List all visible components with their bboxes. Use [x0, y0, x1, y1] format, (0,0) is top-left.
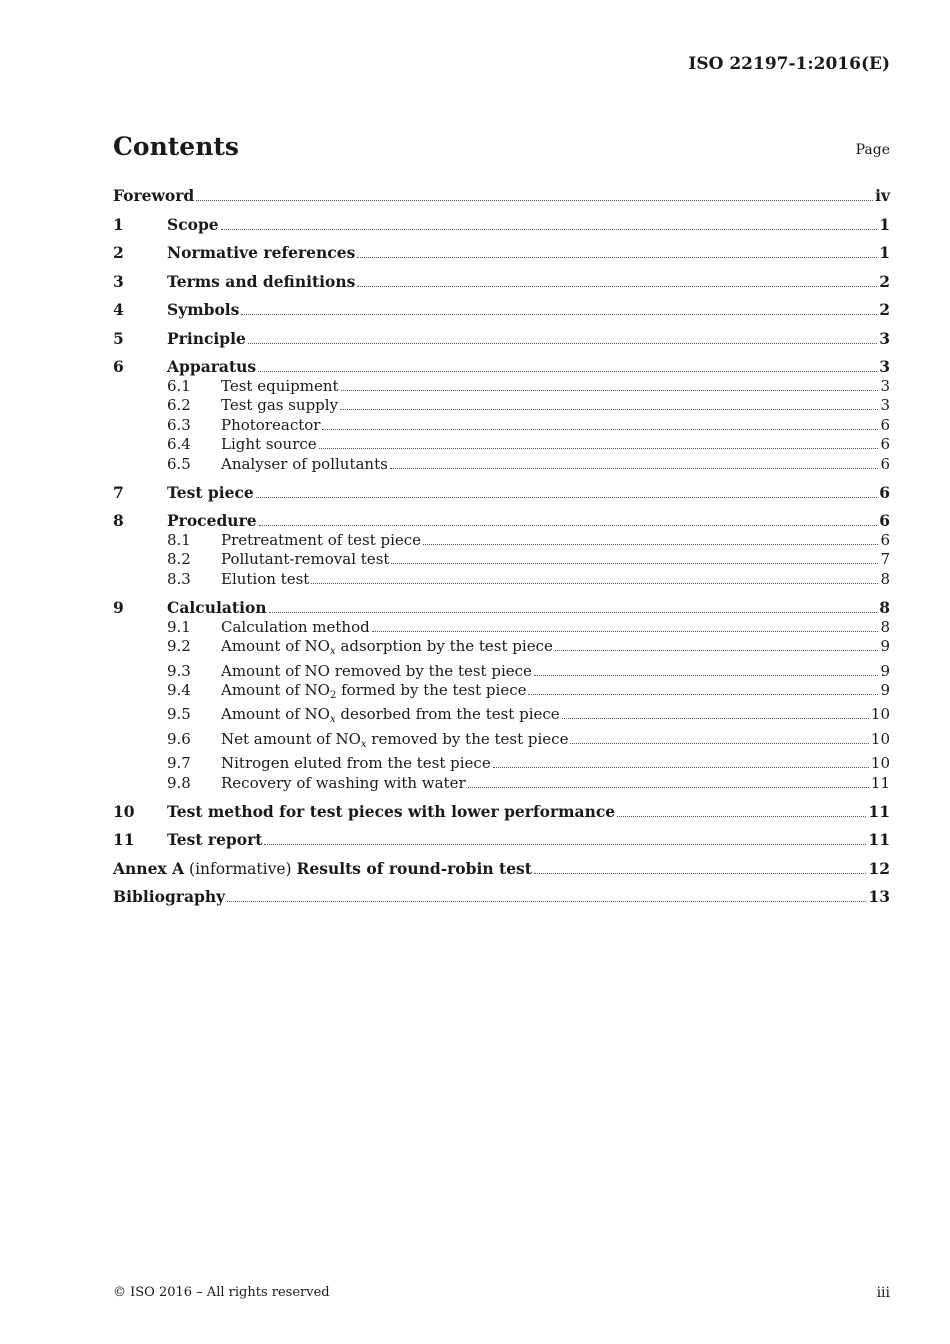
toc-leader-dots: [528, 694, 878, 695]
toc-entry-text: Foreword: [113, 186, 195, 205]
toc-page-number: 10: [870, 729, 890, 748]
toc-entry-text: Pollutant-removal test: [221, 550, 390, 569]
toc-section-number: 1: [113, 214, 124, 234]
toc-section-number: 6.2: [167, 396, 191, 415]
toc-entry-text: Pretreatment of test piece: [221, 531, 422, 550]
toc-leader-dots: [562, 718, 869, 719]
toc-leader-dots: [357, 257, 877, 258]
toc-entry-text: Test equipment: [221, 377, 339, 395]
toc-page-number: 8: [880, 569, 890, 588]
toc-section-number: 9.6: [167, 729, 191, 748]
toc-leader-dots: [534, 675, 879, 676]
toc-page-number: 6: [880, 435, 890, 454]
toc-leader-dots: [319, 448, 879, 449]
toc-entry-text: [113, 859, 532, 879]
toc-section-number: 6.3: [167, 415, 191, 434]
toc-entry-principle[interactable]: [113, 329, 890, 349]
toc-entry-text: Amount of NO removed by the test piece: [221, 661, 532, 680]
annex-qualifier: (informative): [184, 859, 297, 878]
toc-entry-text: Light source: [221, 435, 317, 454]
toc-entry-text: Amount of $NO_2$ formed by the test piece: [221, 680, 527, 701]
toc-page-number: 6: [880, 415, 890, 434]
toc-subentry-no-removed[interactable]: [113, 662, 890, 681]
toc-section-number: 4: [113, 300, 124, 319]
toc-entry-apparatus[interactable]: [113, 357, 890, 377]
toc-section-number: 8.2: [167, 550, 191, 569]
toc-page-number: 6: [879, 482, 890, 502]
toc-leader-dots: [196, 200, 873, 201]
toc-entry-text: Test method for test pieces with lower performance: [167, 801, 616, 821]
toc-entry-text: Apparatus: [167, 357, 257, 376]
toc-page-number: 1: [879, 214, 890, 234]
toc-leader-dots: [227, 901, 866, 902]
toc-section-number: 5: [113, 328, 124, 348]
toc-entry-text: Analyser of pollutants: [221, 454, 388, 473]
toc-subentry-test-equipment[interactable]: [113, 377, 890, 396]
toc-section-number: 6: [113, 357, 124, 376]
toc-section-number: 3: [113, 271, 124, 291]
toc-leader-dots: [372, 631, 879, 632]
toc-page-number: 8: [880, 617, 890, 636]
toc-page-number: 8: [879, 597, 890, 617]
toc-page-number: 9: [880, 661, 890, 680]
toc-page-number: 10: [870, 754, 890, 773]
toc-leader-dots: [617, 816, 866, 817]
toc-entry-text: Principle: [167, 328, 246, 348]
toc-leader-dots: [259, 525, 878, 526]
toc-subentry-pretreatment[interactable]: [113, 531, 890, 550]
toc-section-number: 2: [113, 243, 124, 262]
toc-leader-dots: [256, 497, 877, 498]
toc-section-number: 9.7: [167, 754, 191, 773]
toc-entry-annex-a[interactable]: [113, 859, 890, 879]
toc-page-number: iv: [875, 186, 890, 205]
toc-leader-dots: [248, 343, 877, 344]
toc-page-number: 11: [868, 801, 890, 821]
toc-section-number: 9.2: [167, 637, 191, 656]
toc-page-number: 9: [880, 680, 890, 699]
toc-page-number: 7: [880, 550, 890, 569]
toc-leader-dots: [493, 767, 869, 768]
toc-section-number: 9.5: [167, 705, 191, 724]
document-id: ISO 22197-1:2016(E): [688, 54, 890, 74]
toc-entry-normative-references[interactable]: [113, 243, 890, 263]
toc-leader-dots: [264, 844, 866, 845]
toc-subentry-elution-test[interactable]: [113, 570, 890, 589]
toc-section-number: 9.4: [167, 680, 191, 699]
toc-section-number: 6.1: [167, 377, 191, 395]
toc-section-number: 8: [113, 511, 124, 531]
toc-page-number: 2: [879, 300, 890, 319]
toc-leader-dots: [311, 583, 878, 584]
toc-entry-text: Scope: [167, 214, 219, 234]
toc-entry-text: Procedure: [167, 511, 257, 531]
toc-entry-text: Recovery of washing with water: [221, 773, 466, 792]
toc-entry-text: Amount of $NO_x$ desorbed from the test piece: [221, 705, 560, 726]
subscript: x: [329, 714, 336, 726]
toc-page-number: 3: [879, 328, 890, 348]
toc-section-number: 11: [113, 830, 135, 849]
toc-entry-text: Calculation: [167, 597, 267, 617]
toc-page-number: 1: [879, 243, 890, 262]
toc-page-number: 2: [879, 271, 890, 291]
subscript: 2: [329, 689, 337, 701]
toc-subentry-nox-desorbed[interactable]: [113, 705, 890, 729]
toc-subentry-net-nox-removed[interactable]: [113, 730, 890, 754]
toc-section-number: 9.1: [167, 617, 191, 636]
toc-entry-text: Elution test: [221, 569, 310, 588]
toc-entry-scope[interactable]: [113, 215, 890, 235]
toc-leader-dots: [241, 314, 877, 315]
contents-title: Contents: [113, 132, 240, 161]
page-column-label: Page: [855, 142, 890, 158]
toc-subentry-nox-adsorption[interactable]: [113, 637, 890, 661]
toc-entry-bibliography[interactable]: [113, 887, 890, 907]
toc-entry-text: Net amount of $NO_x$ removed by the test piece: [221, 729, 569, 750]
toc-leader-dots: [258, 371, 877, 372]
toc-subentry-pollutant-removal-test[interactable]: [113, 550, 890, 569]
toc-subentry-nitrogen-eluted[interactable]: [113, 754, 890, 773]
toc-entry-text: Bibliography: [113, 887, 226, 906]
toc-page-number: 3: [880, 396, 890, 415]
toc-leader-dots: [555, 650, 879, 651]
toc-section-number: 9.8: [167, 773, 191, 792]
subscript: x: [360, 738, 367, 750]
toc-entry-text: Calculation method: [221, 617, 370, 636]
toc-entry-text: Terms and definitions: [167, 271, 356, 291]
toc-leader-dots: [468, 787, 869, 788]
toc-page-number: 11: [870, 773, 890, 792]
toc-subentry-calculation-method[interactable]: [113, 618, 890, 637]
toc-leader-dots: [423, 544, 878, 545]
toc-section-number: 8.3: [167, 569, 191, 588]
toc-leader-dots: [390, 468, 879, 469]
toc-entry-text: Test piece: [167, 482, 254, 502]
toc-subentry-recovery-of-washing[interactable]: [113, 774, 890, 793]
toc-entry-text: Nitrogen eluted from the test piece: [221, 754, 491, 773]
toc-entry-test-report[interactable]: [113, 830, 890, 850]
toc-section-number: 6.5: [167, 454, 191, 473]
toc-entry-procedure[interactable]: [113, 511, 890, 531]
toc-page-number: 3: [879, 357, 890, 376]
toc-entry-test-piece[interactable]: [113, 483, 890, 503]
toc-page-number: 13: [868, 887, 890, 906]
toc-page-number: 10: [870, 705, 890, 724]
toc-section-number: 10: [113, 801, 135, 821]
toc-section-number: 8.1: [167, 531, 191, 550]
toc-entry-calculation[interactable]: [113, 598, 890, 618]
toc-leader-dots: [269, 612, 878, 613]
toc-leader-dots: [391, 563, 878, 564]
toc-leader-dots: [341, 390, 879, 391]
copyright-notice: © ISO 2016 – All rights reserved: [113, 1285, 330, 1300]
toc-leader-dots: [357, 286, 877, 287]
toc-entry-text: Test gas supply: [221, 396, 339, 415]
toc-leader-dots: [570, 743, 868, 744]
toc-page-number: 12: [868, 858, 890, 878]
contents-header: [113, 132, 890, 168]
toc-page-number: 3: [880, 377, 890, 395]
toc-leader-dots: [534, 873, 866, 874]
toc-page-number: 6: [879, 511, 890, 531]
toc-leader-dots: [221, 229, 878, 230]
toc-subentry-test-gas-supply[interactable]: [113, 396, 890, 415]
toc-leader-dots: [322, 429, 878, 430]
table-of-contents: [113, 186, 890, 907]
toc-leader-dots: [340, 409, 878, 410]
toc-page-number: 9: [880, 637, 890, 656]
annex-title: Results of round-robin test: [296, 858, 532, 878]
toc-page-number: 6: [880, 454, 890, 473]
toc-entry-terms-and-definitions[interactable]: [113, 272, 890, 292]
toc-section-number: 7: [113, 482, 124, 502]
toc-section-number: 9: [113, 597, 124, 617]
toc-section-number: 9.3: [167, 661, 191, 680]
toc-subentry-analyser-of-pollutants[interactable]: [113, 455, 890, 474]
toc-subentry-no2-formed[interactable]: [113, 681, 890, 705]
toc-section-number: 6.4: [167, 435, 191, 454]
toc-subentry-light-source[interactable]: [113, 435, 890, 454]
page-number: iii: [876, 1285, 890, 1301]
toc-entry-text: Normative references: [167, 243, 356, 262]
toc-entry-lower-performance-method[interactable]: [113, 802, 890, 822]
subscript: x: [329, 646, 336, 658]
toc-entry-symbols[interactable]: [113, 300, 890, 320]
toc-entry-text: Photoreactor: [221, 415, 321, 434]
toc-page-number: 6: [880, 531, 890, 550]
toc-entry-text: Amount of $NO_x$ adsorption by the test piece: [221, 637, 553, 658]
toc-subentry-photoreactor[interactable]: [113, 416, 890, 435]
annex-label: Annex A: [113, 858, 185, 878]
toc-page-number: 11: [868, 830, 890, 849]
toc-entry-foreword[interactable]: [113, 186, 890, 206]
toc-entry-text: Symbols: [167, 300, 240, 319]
toc-entry-text: Test report: [167, 830, 263, 849]
